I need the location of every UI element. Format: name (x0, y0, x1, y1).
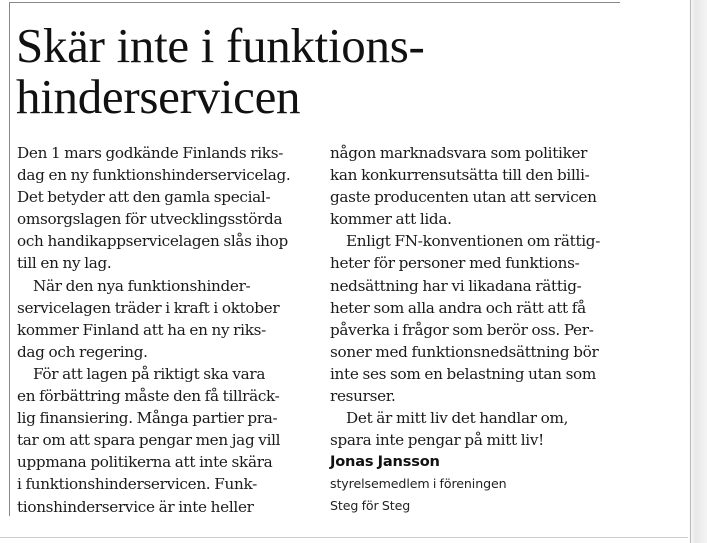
body-text-line: lig finansiering. Många partier pra- (17, 409, 278, 428)
body-text-line: servicelagen träder i kraft i oktober (17, 298, 280, 317)
body-text-line: en förbättring måste den få tillräck- (17, 387, 280, 406)
signature-block (330, 451, 622, 517)
right-column (330, 142, 622, 517)
page-edge-shadow (688, 0, 707, 543)
author-role: styrelsemedlem i föreningen (330, 476, 507, 492)
author-role: Steg för Steg (330, 498, 411, 514)
body-text-line: spara inte pengar på mitt liv! (330, 431, 544, 450)
top-rule (10, 2, 620, 3)
body-text-line: någon marknadsvara som politiker (330, 144, 588, 162)
body-text-line: i funktionshinderservicen. Funk- (17, 475, 257, 494)
body-text-line: Enligt FN-konventionen om rättig- (346, 232, 601, 251)
body-text-line: gaste producenten utan att servicen (330, 188, 597, 207)
body-text-line: heter som alla andra och rätt att få (330, 298, 586, 317)
body-text-line: kommer Finland att ha en ny riks- (17, 320, 266, 339)
body-text-line: Det betyder att den gamla special- (17, 188, 271, 207)
left-rule (9, 2, 10, 516)
headline-line: Skär inte i funktions- (16, 18, 425, 73)
body-text-line: påverka i frågor som berör oss. Per- (330, 320, 594, 339)
headline (16, 20, 616, 122)
bottom-rule (0, 537, 707, 538)
body-text-line: heter för personer med funktions- (330, 254, 580, 273)
body-text-line: kan konkurrensutsätta till den billi- (330, 166, 590, 185)
body-text-line: och handikappservicelagen slås ihop (17, 232, 288, 251)
body-text-line: dag och regering. (17, 342, 148, 361)
body-text-line: till en ny lag. (17, 254, 112, 273)
left-column (17, 142, 309, 518)
body-text-line: uppmana politikerna att inte skära (17, 453, 273, 472)
body-text-line: tar om att spara pengar men jag vill (17, 431, 281, 450)
body-text-line: tionshinderservice är inte heller (17, 497, 254, 516)
body-text-line: För att lagen på riktigt ska vara (33, 364, 266, 383)
author-name: Jonas Jansson (330, 453, 440, 471)
headline-line: hinderservicen (16, 69, 301, 124)
body-text-line: dag en ny funktionshinderservicelag. (17, 166, 291, 185)
body-text-line: soner med funktionsnedsättning bör (330, 342, 599, 361)
body-text-line: kommer att lida. (330, 210, 452, 229)
body-text-line: När den nya funktionshinder- (33, 276, 251, 295)
body-text-line: Det är mitt liv det handlar om, (346, 409, 569, 428)
body-text-line: Den 1 mars godkände Finlands riks- (17, 144, 284, 162)
body-text-line: resurser. (330, 387, 396, 406)
body-text-line: nedsättning har vi likadana rättig- (330, 276, 582, 295)
body-text-line: inte ses som en belastning utan som (330, 364, 597, 383)
body-text-line: omsorgslagen för utvecklingsstörda (17, 210, 283, 229)
